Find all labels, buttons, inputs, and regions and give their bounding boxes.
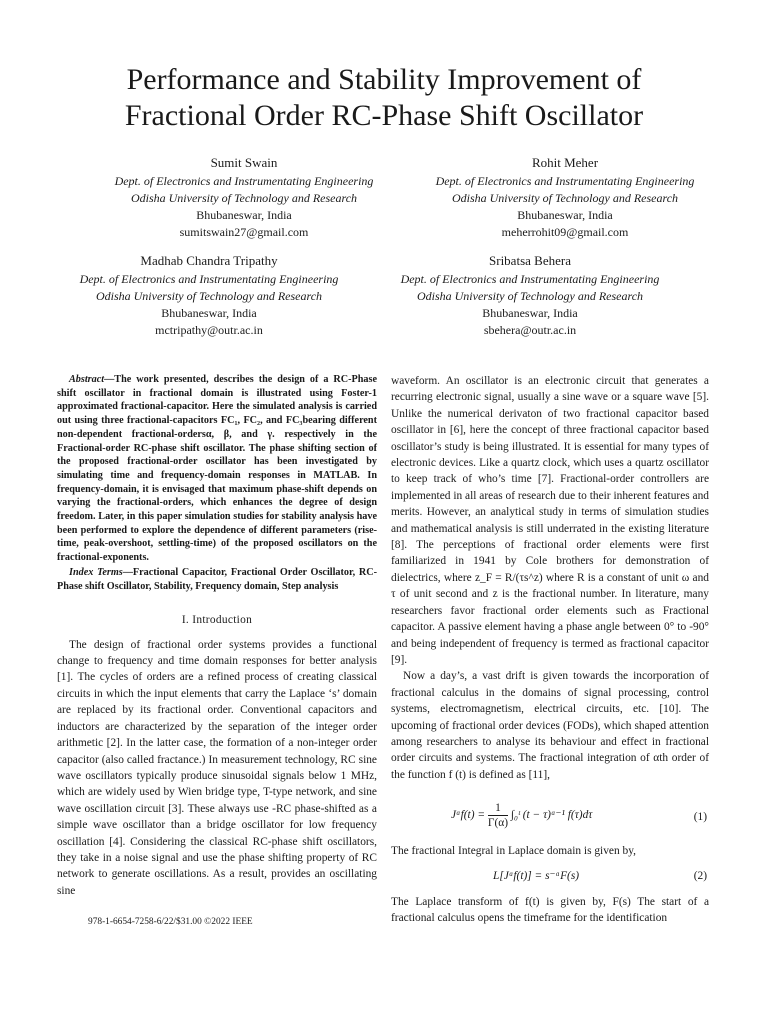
author-city: Bhubaneswar, India	[196, 208, 292, 222]
equation-1-fraction	[488, 801, 508, 830]
author-name: Madhab Chandra Tripathy	[140, 253, 278, 268]
author-name: Rohit Meher	[531, 155, 599, 170]
author-city: Bhubaneswar, India	[517, 208, 613, 222]
paper-title	[0, 62, 768, 134]
equation-1-number: (1)	[693, 811, 707, 824]
equation-1-numerator: 1	[488, 801, 508, 816]
index-terms-label: Index Terms	[69, 566, 123, 578]
copyright-footer: 978-1-6654-7258-6/22/$31.00 ©2022 IEEE	[88, 917, 253, 927]
equation-1	[391, 793, 709, 843]
author-email: mctripathy@outr.ac.in	[155, 323, 263, 337]
author-email: sumitswain27@gmail.com	[179, 225, 309, 239]
left-column	[57, 373, 377, 899]
author-dept: Dept. of Electronics and Instrumentating Engineering	[435, 174, 695, 188]
body-paragraph: Now a day’s, a vast drift is given towards the incorporation of fractional calculus in the domains of signal processing, control systems, electromagnetism, electrical circuits, etc. [10]. The upcoming of fractional order devices (FODs), which shaped attention among researchers to analyse its behaviour and effect in fractional order circuits and systems. The fractional integration of αth order of the function f (t) is defined as [11],	[391, 670, 709, 781]
author-city: Bhubaneswar, India	[482, 306, 578, 320]
equation-2	[391, 860, 709, 894]
author-name: Sribatsa Behera	[489, 253, 571, 268]
author-univ: Odisha University of Technology and Research	[416, 289, 644, 303]
author-univ: Odisha University of Technology and Research	[95, 289, 323, 303]
index-terms-text: —Fractional Capacitor, Fractional Order Oscillator, RC-Phase shift Oscillator, Stability, Frequency domain, Step analysis	[57, 566, 377, 592]
author-email: sbehera@outr.ac.in	[483, 323, 577, 337]
author-block-3	[59, 251, 359, 339]
abstract-label: Abstract	[69, 374, 105, 385]
equation-2-body: L[Jᵅf(t)] = s⁻ᵅF(s)	[493, 869, 580, 882]
author-univ: Odisha University of Technology and Research	[130, 191, 358, 205]
author-dept: Dept. of Electronics and Instrumentating Engineering	[114, 174, 374, 188]
index-terms	[57, 566, 377, 593]
author-block-1	[99, 153, 389, 241]
author-email: meherrohit09@gmail.com	[501, 225, 629, 239]
equation-2-number: (2)	[693, 869, 707, 882]
author-block-4	[380, 251, 680, 339]
author-dept: Dept. of Electronics and Instrumentating Engineering	[400, 272, 660, 286]
title-line-2: Fractional Order RC-Phase Shift Oscillator	[124, 99, 644, 132]
body-paragraph: The design of fractional order systems provides a functional change to frequency and time domain responses for better analysis [1]. The cycles of orders are a refined process of creating classical circuits in which the input elements that carry the Laplace ‘s’ domain are replaced by its fractional order. Conventional capacitors and inductors are characterized by the separation of the integer order arithmetic [2]. In the latter case, the formation of a non-integer order capacitor (also called fractance.) In measurement technology, RC sine wave oscillators typically produce sinusoidal signals below 1 MHz, which are widely used by Wien bridge type, T-type network, and sine wave oscillation circuit [3]. These always use -RC phase-shifted as a simple wave oscillator than a bridge oscillator for low frequency oscillation [4]. Considering the classical RC-phase shift oscillators, they take in a noise signal and use the phase shifting property of RC network to generate oscillations. As a result, provides an oscillating sine	[57, 638, 377, 897]
title-line-1: Performance and Stability Improvement of	[126, 63, 642, 96]
author-name: Sumit Swain	[210, 155, 278, 170]
author-city: Bhubaneswar, India	[161, 306, 257, 320]
equation-1-rhs: ∫₀ᵗ (t − τ)ᵅ⁻¹ f(τ)dτ	[510, 809, 593, 822]
author-dept: Dept. of Electronics and Instrumentating Engineering	[79, 272, 339, 286]
right-column	[391, 373, 709, 926]
author-block-2	[420, 153, 710, 241]
author-univ: Odisha University of Technology and Research	[451, 191, 679, 205]
section-heading: I. Introduction	[181, 614, 253, 627]
body-paragraph: The fractional Integral in Laplace domain is given by,	[391, 845, 637, 858]
equation-1-lhs: Jᵅf(t) =	[451, 809, 486, 822]
abstract	[57, 373, 377, 565]
equation-1-denominator: Γ(α)	[487, 817, 509, 830]
body-paragraph: waveform. An oscillator is an electronic circuit that generates a recurring electronic signal, usually a sine wave or a square wave [5]. Unlike the numerical derivaton of two fractional capacitor based oscillator in [6], here the concept of three fractional capacitor based oscillator’s study is being illustrated. It is essential for many types of electronic devices. Like a quartz clock, which uses a quartz oscillator to keep track of who’s time [7]. Fractional-order controllers are implemented in all areas of research due to their inherent features and merits. However, an analytical study in terms of simulation studies and mathematical analysis is still underrated in the existing literature [8]. The perceptions of fractional order elements were first familiarized in 1941 by Cole brothers for demonstration of dielectrics, where z_F = R/(τs^z) where R is a constant of unit ω and τ of unit second and z is the fractional number. In literature, many researchers favor fractional order elements such as Fractional capacitor. A passive element having a phase angle between 0° to -90° and being independent of frequency is termed as fractional capacitor [9].	[391, 375, 709, 666]
abstract-text: —The work presented, describes the design of a RC-Phase shift oscillator in fractional domain is illustrated using Foster-1 approximated fractional-capacitor. Here the simulated analysis is carried out using three fractional-capacitors FC₁, FC₂, and FC₃bearing different non-dependent fractional-ordersα, β, and γ. respectively in the Fractional-order RC-phase shift oscillator. The phase shifting section of the proposed fractional-order oscillator has been investigated by simulating time and frequency-domain responses in MATLAB. In frequency-domain, it is envisaged that maximum phase-shift depends on varying the fractional-orders, which enhances the degree of design freedom. Later, in this paper simulation studies for stability analysis have been performed to explore the dependence of different parameters (rise-time, peak-overshoot, settling-time) of the proposed oscillators on the fractional-exponents.	[57, 374, 377, 564]
body-paragraph: The Laplace transform of f(t) is given by, F(s) The start of a fractional calculus opens the timeframe for the identification	[391, 895, 709, 924]
